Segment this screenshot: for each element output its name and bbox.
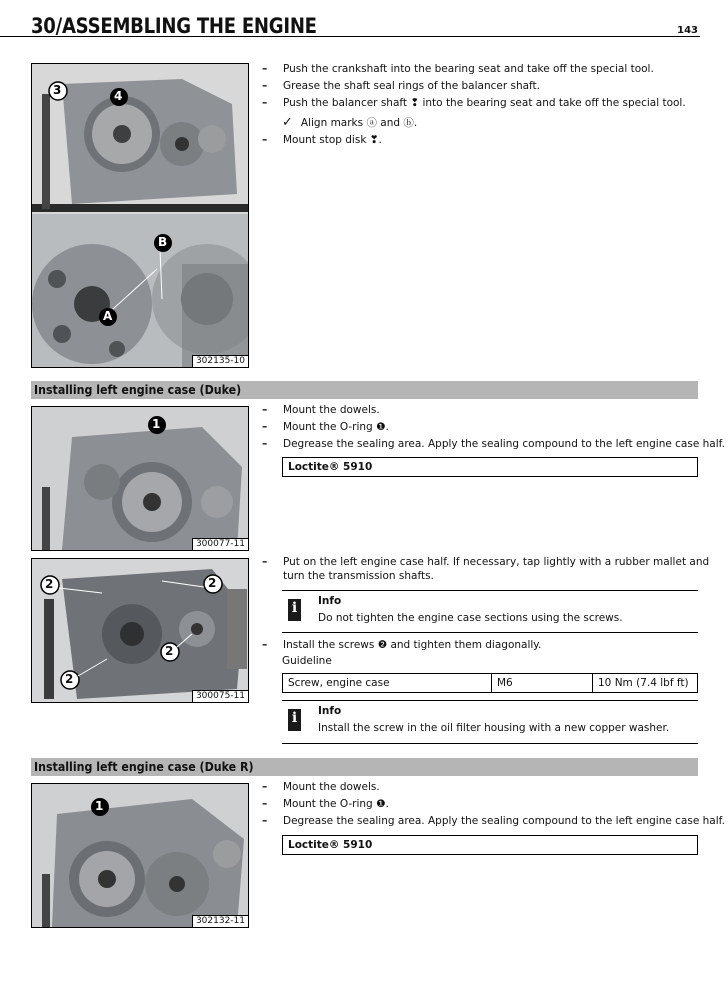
step-list [262, 132, 382, 149]
callout-label: 2 [208, 576, 217, 590]
photo-o-ring-duke-r [31, 783, 249, 928]
loctite-box: Loctite® 5910 [282, 835, 698, 855]
photo-id: 302135-10 [192, 355, 248, 367]
callout-label: 2 [45, 577, 54, 591]
check-icon: ✓ [282, 115, 293, 130]
callout-label: 2 [165, 644, 174, 658]
photo-id: 300075-11 [192, 690, 248, 702]
photo-balancer-shaft [31, 63, 249, 368]
callout-label: 1 [152, 417, 161, 431]
step-item: – Mount stop disk ❣. [262, 134, 382, 146]
page-title: 30/ASSEMBLING THE ENGINE [31, 14, 317, 38]
guideline-label: Guideline [282, 655, 332, 667]
callout-label: 3 [53, 83, 62, 97]
info-box: i Info Install the screw in the oil filter housing with a new copper washer. [282, 700, 698, 744]
page-number: 143 [677, 25, 698, 36]
callout-label: 2 [65, 672, 74, 686]
callout-label: A [103, 309, 113, 323]
step-item: – Install the screws ❷ and tighten them diagonally. [262, 639, 542, 651]
step-list [262, 779, 725, 831]
info-icon: i [288, 599, 301, 621]
callout-label: 1 [95, 799, 104, 813]
loctite-box: Loctite® 5910 [282, 457, 698, 477]
photo-o-ring [31, 406, 249, 551]
step-item: – Push the balancer shaft ❢ into the bearing seat and take off the special tool. [262, 97, 686, 110]
info-icon: i [288, 709, 301, 731]
step-item: – Degrease the sealing area. Apply the sealing compound to the left engine case half. [262, 815, 725, 828]
step-item: – Grease the shaft seal rings of the balancer shaft. [262, 80, 541, 93]
step-list [262, 402, 725, 454]
engine-photo-illustration [32, 784, 248, 927]
section-heading: Installing left engine case (Duke) [31, 381, 698, 399]
header-rule [0, 36, 700, 37]
photo-id: 300077-11 [192, 538, 248, 550]
engine-photo-illustration [32, 64, 248, 367]
photo-engine-case-screws [31, 558, 249, 703]
step-item: – Degrease the sealing area. Apply the sealing compound to the left engine case half. [262, 438, 725, 451]
step-item: – Mount the dowels. [262, 404, 380, 416]
callout-label: 4 [114, 89, 123, 103]
callout-label: B [158, 235, 168, 249]
step-list [262, 61, 686, 113]
check-item: ✓ Align marks ⓐ and ⓑ. [282, 115, 418, 130]
step-item: – Push the crankshaft into the bearing seat and take off the special tool. [262, 63, 654, 75]
step-item: – Mount the O-ring ❶. [262, 421, 389, 434]
section-heading: Installing left engine case (Duke R) [31, 758, 698, 776]
spec-table-row: Screw, engine case M6 10 Nm (7.4 lbf ft) [282, 673, 698, 693]
step-item: – Mount the O-ring ❶. [262, 798, 389, 811]
photo-id: 302132-11 [192, 915, 248, 927]
step-list [262, 555, 709, 583]
step-item: – Mount the dowels. [262, 781, 380, 793]
step-list [262, 637, 541, 654]
engine-photo-illustration [32, 407, 248, 550]
step-item: – Put on the left engine case half. If necessary, tap lightly with a rubber mallet and turn the transmission shafts. [262, 556, 710, 582]
info-box: i Info Do not tighten the engine case sections using the screws. [282, 590, 698, 633]
